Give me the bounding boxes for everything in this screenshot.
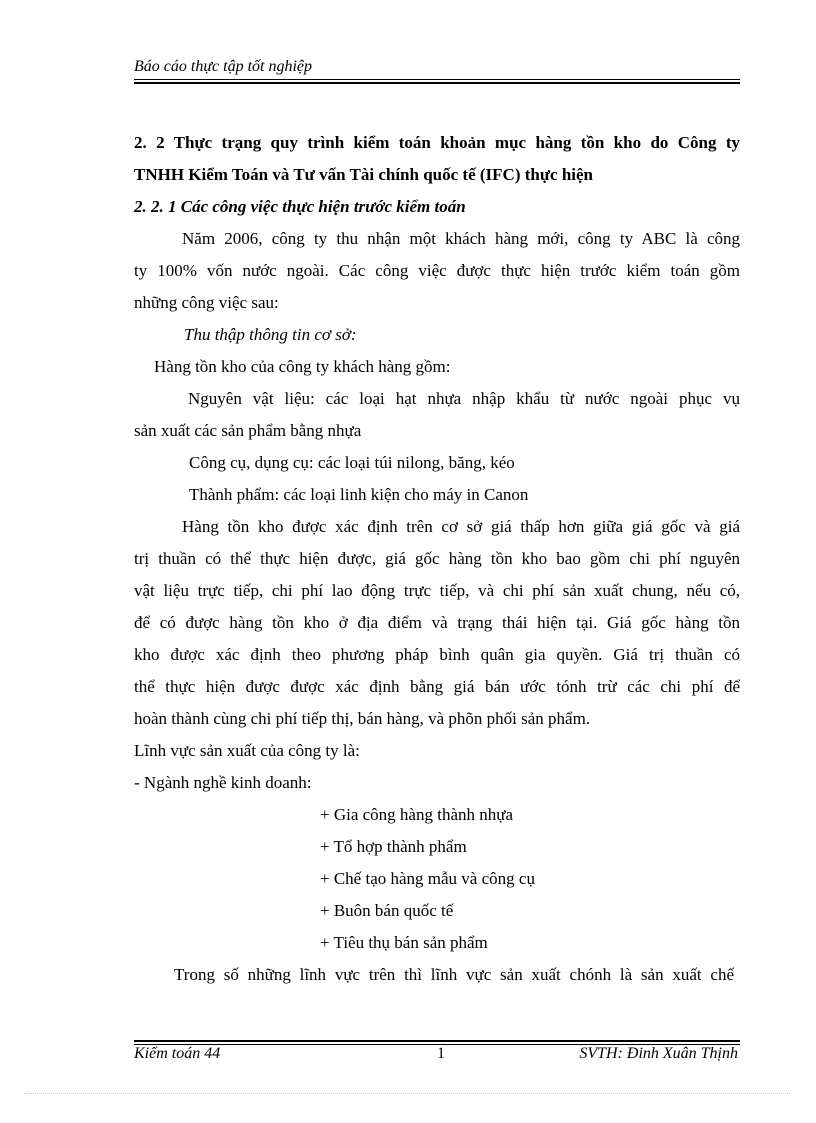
list-item: + Tổ hợp thành phẩm xyxy=(320,837,467,856)
finished-goods-line: Thành phẩm: các loại linh kiện cho máy in Canon xyxy=(189,485,529,504)
document-body xyxy=(134,127,740,991)
inventory-intro: Hàng tồn kho của công ty khách hàng gồm: xyxy=(154,357,451,376)
raw-materials-line-2: sản xuất các sản phẩm bằng nhựa xyxy=(134,421,362,440)
paragraph-line: kho được xác định theo phương pháp bình quân gia quyền. Giá trị thuần có xyxy=(134,645,740,664)
list-item: + Gia công hàng thành nhựa xyxy=(320,805,514,824)
footer-course: Kiểm toán 44 xyxy=(134,1045,221,1062)
raw-materials-line-1: Nguyên vật liệu: các loại hạt nhựa nhập khẩu từ nước ngoài phục vụ xyxy=(188,389,740,408)
section-heading-line-2: TNHH Kiểm Toán và Tư vấn Tài chính quốc tế (IFC) thực hiện xyxy=(134,165,594,184)
paragraph-line: Hàng tồn kho được xác định trên cơ sở giá thấp hơn giữa giá gốc và giá xyxy=(182,517,740,536)
page-bottom-dotted-border xyxy=(24,1093,790,1094)
field-intro: Lĩnh vực sản xuất của công ty là: xyxy=(134,741,360,760)
list-item: + Buôn bán quốc tế xyxy=(320,901,454,920)
paragraph-line: hoàn thành cùng chi phí tiếp thị, bán hàng, và phõn phối sản phẩm. xyxy=(134,709,591,728)
page-number: 1 xyxy=(437,1045,445,1062)
running-header: Báo cáo thực tập tốt nghiệp xyxy=(134,58,313,75)
footer-rule-thick xyxy=(134,1040,740,1042)
paragraph-line: trị thuần có thể thực hiện được, giá gốc hàng tồn kho bao gồm chi phí nguyên xyxy=(134,549,740,568)
paragraph-line: để có được hàng tồn kho ở địa điểm và trạng thái hiện tại. Giá gốc hàng tồn xyxy=(134,613,740,632)
subsection-heading: 2. 2. 1 Các công việc thực hiện trước kiểm toán xyxy=(134,197,466,216)
list-item: + Chế tạo hàng mẫu và công cụ xyxy=(320,869,535,888)
tools-line: Công cụ, dụng cụ: các loại túi nilong, băng, kéo xyxy=(189,453,515,472)
paragraph-line: Năm 2006, công ty thu nhận một khách hàng mới, công ty ABC là công xyxy=(182,229,740,248)
list-item: + Tiêu thụ bán sản phẩm xyxy=(320,933,488,952)
business-label: - Ngành nghề kinh doanh: xyxy=(134,773,312,792)
paragraph-line: ty 100% vốn nước ngoài. Các công việc được thực hiện trước kiểm toán gồm xyxy=(134,261,740,280)
paragraph-line: những công việc sau: xyxy=(134,293,279,312)
header-rule-thin xyxy=(134,79,740,80)
footer-author: SVTH: Đinh Xuân Thịnh xyxy=(579,1045,738,1062)
section-heading-line-1: 2. 2 Thực trạng quy trình kiểm toán khoản mục hàng tồn kho do Công ty xyxy=(134,133,740,152)
header-rule-thick xyxy=(134,82,740,84)
paragraph-line: Trong số những lĩnh vực trên thì lĩnh vực sản xuất chónh là sản xuất chế xyxy=(174,965,734,984)
paragraph-line: thể thực hiện được được xác định bằng giá bán ước tónh trừ các chi phí để xyxy=(134,677,740,696)
info-label: Thu thập thông tin cơ sở: xyxy=(184,325,357,344)
paragraph-line: vật liệu trực tiếp, chi phí lao động trực tiếp, và chi phí sản xuất chung, nếu có, xyxy=(134,581,740,600)
